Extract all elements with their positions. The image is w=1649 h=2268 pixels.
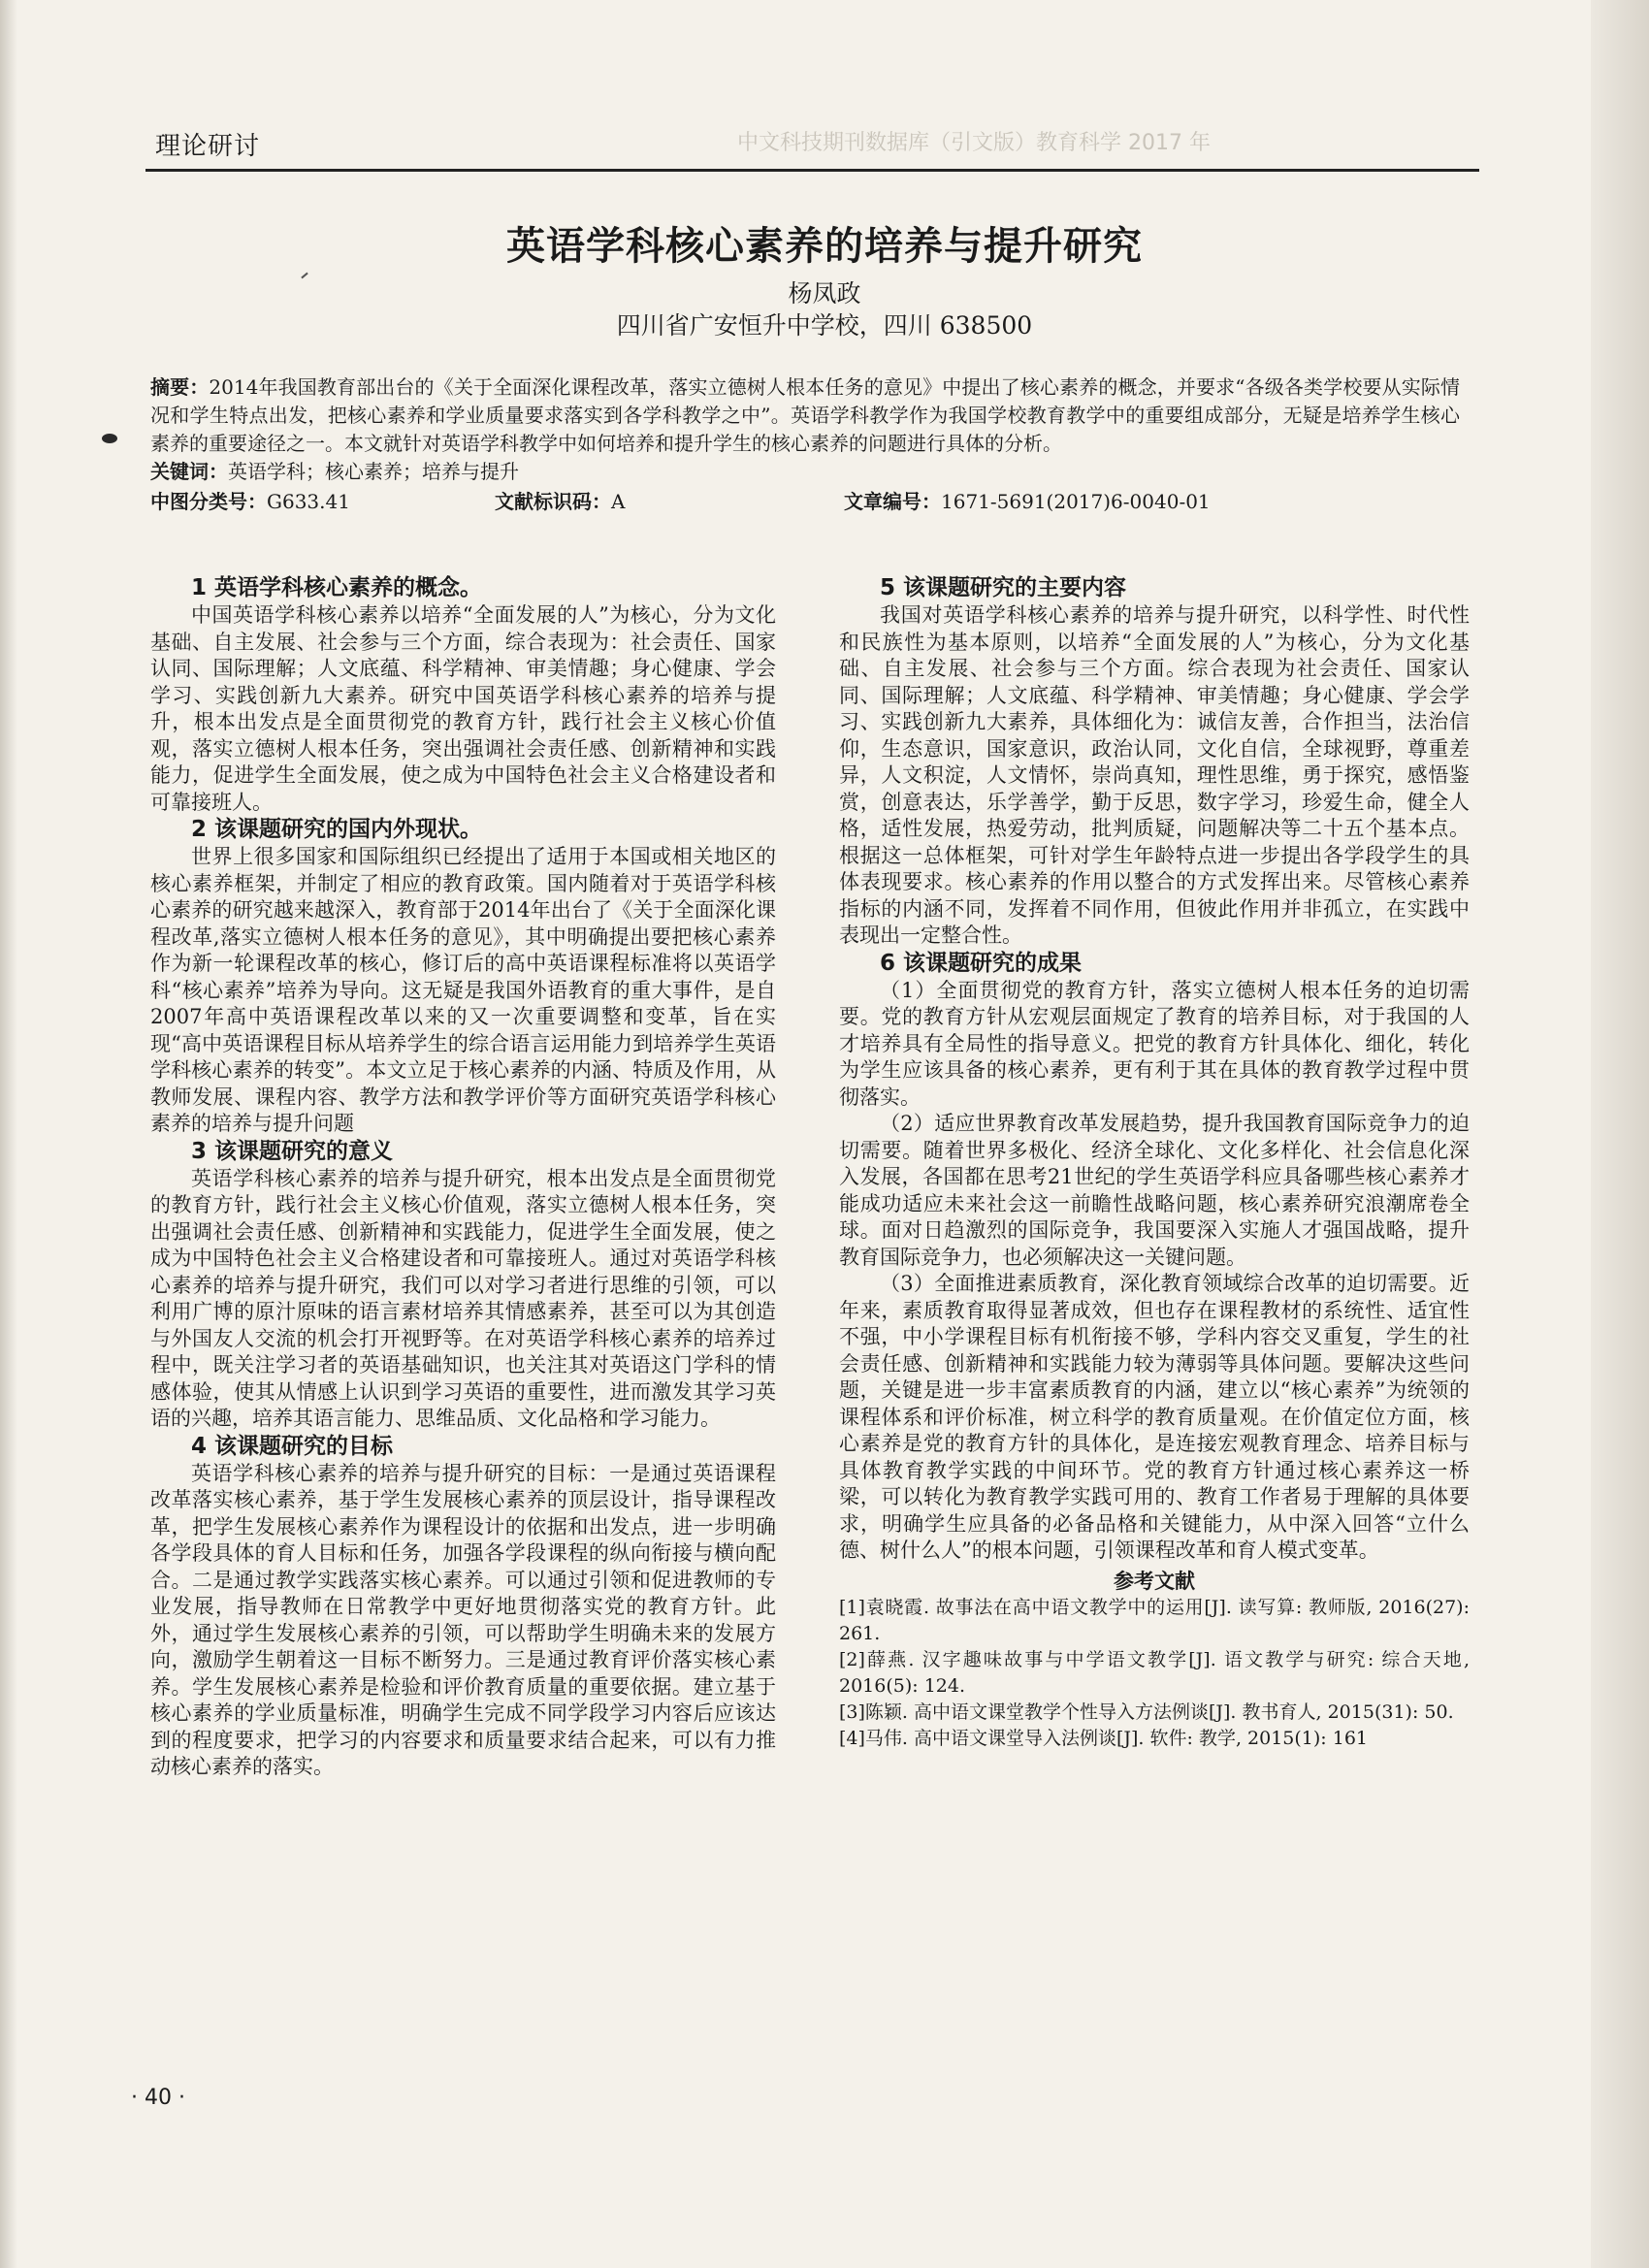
section-heading: 5 该课题研究的主要内容 bbox=[880, 575, 1127, 600]
right-column bbox=[839, 574, 1470, 1752]
article-affiliation: 四川省广安恒升中学校，四川 638500 bbox=[616, 311, 1033, 340]
doc-value: A bbox=[611, 490, 626, 513]
article-no-value: 1671-5691(2017)6-0040-01 bbox=[941, 490, 1211, 513]
doc-label: 文献标识码： bbox=[495, 490, 611, 513]
paragraph: 中国英语学科核心素养以培养“全面发展的人”为核心，分为文化基础、自主发展、社会参与三个方面，综合表现为：社会责任、国家认同、国际理解；人文底蕴、科学精神、审美情趣；身心健康、学会学习、实践创新九大素养。研究中国英语学科核心素养的培养与提升，根本出发点是全面贯彻党的教育方针，践行社会主义核心价值观，落实立德树人根本任务，突出强调社会责任感、创新精神和实践能力，促进学生全面发展，使之成为中国特色社会主义合格建设者和可靠接班人。 bbox=[150, 603, 776, 814]
abstract-text: 2014年我国教育部出台的《关于全面深化课程改革，落实立德树人根本任务的意见》中提出了核心素养的概念，并要求“各级各类学校要从实际情况和学生特点出发，把核心素养和学业质量要求落实到各学科教学之中”。英语学科教学作为我国学校教育教学中的重要组成部分，无疑是培养学生核心素养的重要途径之一。本文就针对英语学科教学中如何培养和提升学生的核心素养的问题进行具体的分析。 bbox=[150, 375, 1461, 455]
paragraph: （1）全面贯彻党的教育方针，落实立德树人根本任务的迫切需要。党的教育方针从宏观层面规定了教育的培养目标，对于我国的人才培养具有全局性的指导意义。把党的教育方针具体化、细化，转化为学生应该具备的核心素养，更有利于其在具体的教育教学过程中贯彻落实。 bbox=[839, 978, 1470, 1109]
paragraph: 英语学科核心素养的培养与提升研究的目标：一是通过英语课程改革落实核心素养，基于学生发展核心素养的顶层设计，指导课程改革，把学生发展核心素养作为课程设计的依据和出发点，进一步明确各学段具体的育人目标和任务，加强各学段课程的纵向衔接与横向配合。二是通过教学实践落实核心素养。可以通过引领和促进教师的专业发展，指导教师在日常教学中更好地贯彻落实党的教育方针。此外，通过学生发展核心素养的引领，可以帮助学生明确未来的发展方向，激励学生朝着这一目标不断努力。三是通过教育评价落实核心素养。学生发展核心素养是检验和评价教育质量的重要依据。建立基于核心素养的学业质量标准，明确学生完成不同学段学习内容后应该达到的程度要求，把学习的内容要求和质量要求结合起来，可以有力推动核心素养的落实。 bbox=[150, 1461, 776, 1778]
abstract-label: 摘要： bbox=[150, 375, 210, 399]
reference-item: [3]陈颖. 高中语文课堂教学个性导入方法例谈[J]. 教书育人, 2015(31): 50. bbox=[839, 1701, 1454, 1723]
paragraph: （2）适应世界教育改革发展趋势，提升我国教育国际竞争力的迫切需要。随着世界多极化、经济全球化、文化多样化、社会信息化深入发展，各国都在思考21世纪的学生英语学科应具备哪些核心素养才能成功适应未来社会这一前瞻性战略问题，核心素养研究浪潮席卷全球。面对日趋激烈的国际竞争，我国要深入实施人才强国战略，提升教育国际竞争力，也必须解决这一关键问题。 bbox=[839, 1112, 1470, 1269]
article-author: 杨凤政 bbox=[788, 279, 861, 308]
page-number: · 40 · bbox=[131, 2086, 185, 2110]
paragraph: 我国对英语学科核心素养的培养与提升研究，以科学性、时代性和民族性为基本原则，以培养“全面发展的人”为核心，分为文化基础、自主发展、社会参与三个方面。综合表现为社会责任、国家认同、国际理解；人文底蕴、科学精神、审美情趣；身心健康、学会学习、实践创新九大素养，具体细化为：诚信友善，合作担当，法治信仰，生态意识，国家意识，政治认同，文化自信，全球视野，尊重差异，人文积淀，人文情怀，崇尚真知，理性思维，勇于探究，感悟鉴赏，创意表达，乐学善学，勤于反思，数字学习，珍爱生命，健全人格，适性发展，热爱劳动，批判质疑，问题解决等二十五个基本点。根据这一总体框架，可针对学生年龄特点进一步提出各学段学生的具体表现要求。核心素养的作用以整合的方式发挥出来。尽管核心素养指标的内涵不同，发挥着不同作用，但彼此作用并非孤立，在实践中表现出一定整合性。 bbox=[839, 603, 1470, 947]
references-title: 参考文献 bbox=[1114, 1569, 1195, 1593]
section-heading: 1 英语学科核心素养的概念。 bbox=[191, 575, 483, 600]
section-heading: 6 该课题研究的成果 bbox=[880, 950, 1083, 976]
section-heading: 3 该课题研究的意义 bbox=[191, 1138, 394, 1164]
paragraph: 世界上很多国家和国际组织已经提出了适用于本国或相关地区的核心素养框架，并制定了相应的教育政策。国内随着对于英语学科核心素养的研究越来越深入，教育部于2014年出台了《关于全面深化课程改革,落实立德树人根本任务的意见》，其中明确提出要把核心素养作为新一轮课程改革的核心，修订后的高中英语课程标准将以英语学科“核心素养”培养为导向。这无疑是我国外语教育的重大事件，是自2007年高中英语课程改革以来的又一次重要调整和变革，旨在实现“高中英语课程目标从培养学生的综合语言运用能力到培养学生英语学科核心素养的转变”。本文立足于核心素养的内涵、特质及作用，从教师发展、课程内容、教学方法和教学评价等方面研究英语学科核心素养的培养与提升问题 bbox=[150, 845, 776, 1135]
paragraph: 英语学科核心素养的培养与提升研究，根本出发点是全面贯彻党的教育方针，践行社会主义核心价值观，落实立德树人根本任务，突出强调社会责任感、创新精神和实践能力，促进学生全面发展，使之成为中国特色社会主义合格建设者和可靠接班人。通过对英语学科核心素养的培养与提升研究，我们可以对学习者进行思维的引领，可以利用广博的原汁原味的语言素材培养其情感素养，甚至可以为其创造与外国友人交流的机会打开视野等。在对英语学科核心素养的培养过程中，既关注学习者的英语基础知识，也关注其对英语这门学科的情感体验，使其从情感上认识到学习英语的重要性，进而激发其学习英语的兴趣，培养其语言能力、思维品质、文化品格和学习能力。 bbox=[150, 1166, 776, 1430]
reference-item: [4]马伟. 高中语文课堂导入法例谈[J]. 软件: 教学, 2015(1): 161 bbox=[839, 1728, 1369, 1749]
header-rule bbox=[146, 169, 1479, 172]
journal-header: 中文科技期刊数据库（引文版）教育科学 2017 年 bbox=[737, 131, 1211, 155]
keywords-label: 关键词： bbox=[150, 460, 228, 483]
reference-item: [2]薛燕. 汉字趣味故事与中学语文教学[J]. 语文教学与研究: 综合天地, 2016(5): 124. bbox=[839, 1649, 1470, 1697]
paragraph: （3）全面推进素质教育，深化教育领域综合改革的迫切需要。近年来，素质教育取得显著成效，但也存在课程教材的系统性、适宜性不强，中小学课程目标有机衔接不够，学科内容交叉重复，学生的社会责任感、创新精神和实践能力较为薄弱等具体问题。要解决这些问题，关键是进一步丰富素质教育的内涵，建立以“核心素养”为统领的课程体系和评价标准，树立科学的教育质量观。在价值定位方面，核心素养是党的教育方针的具体化，是连接宏观教育理念、培养目标与具体教育教学实践的中间环节。党的教育方针通过核心素养这一桥梁，可以转化为教育教学实践可用的、教育工作者易于理解的具体要求，明确学生应具备的必备品格和关键能力，从中深入回答“立什么德、树什么人”的根本问题，引领课程改革和育人模式变革。 bbox=[839, 1272, 1470, 1562]
reference-item: [1]袁晓霞. 故事法在高中语文教学中的运用[J]. 读写算: 教师版, 2016(27): 261. bbox=[839, 1597, 1470, 1644]
left-column bbox=[150, 574, 776, 1781]
keywords-text: 英语学科；核心素养；培养与提升 bbox=[228, 460, 519, 483]
section-label: 理论研讨 bbox=[155, 132, 261, 161]
section-heading: 4 该课题研究的目标 bbox=[191, 1433, 394, 1459]
abstract bbox=[150, 373, 1460, 486]
clc-value: G633.41 bbox=[267, 490, 350, 513]
article-no-label: 文章编号： bbox=[844, 490, 941, 513]
article-title: 英语学科核心素养的培养与提升研究 bbox=[506, 224, 1143, 269]
section-heading: 2 该课题研究的国内外现状。 bbox=[191, 817, 483, 842]
clc-label: 中图分类号： bbox=[150, 490, 267, 513]
ink-speck bbox=[102, 434, 117, 443]
classification-row bbox=[150, 488, 1460, 516]
